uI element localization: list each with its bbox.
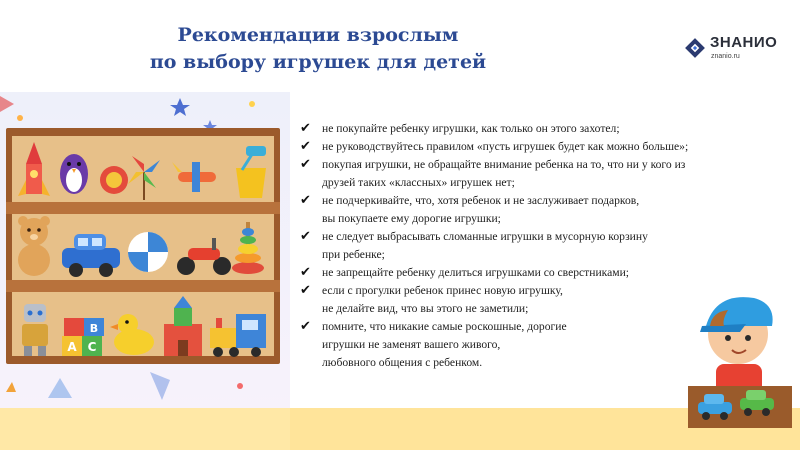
recommendation-item <box>300 228 800 264</box>
recommendation-item <box>300 264 800 282</box>
recommendation-text: друзей таких «классных» игрушек нет; <box>322 176 515 189</box>
toy-shelf-illustration <box>6 128 280 364</box>
block-letter-a: A <box>67 340 77 354</box>
recommendation-text: не руководствуйтесь правилом «пусть игрушек будет как можно больше»; <box>322 140 689 153</box>
logo-url: znanio.ru <box>711 53 740 60</box>
recommendation-item <box>300 192 800 228</box>
alphabet-blocks-icon <box>62 318 104 356</box>
beach-ball-icon <box>128 232 168 272</box>
ball-roller-icon <box>100 166 128 194</box>
checkmark-icon: ✔ <box>300 139 311 154</box>
shelf-board-2 <box>6 280 280 292</box>
recommendation-text: покупая игрушки, не обращайте внимание ребенка на то, что ни у кого из <box>322 158 686 171</box>
znanio-logo[interactable] <box>684 34 794 66</box>
logo-name: ЗНАНИО <box>710 34 778 51</box>
recommendation-item <box>300 156 800 192</box>
recommendation-text: при ребенке; <box>322 248 385 261</box>
recommendation-text: любовного общения с ребенком. <box>322 356 483 369</box>
recommendation-text: если с прогулки ребенок принес новую игрушку, <box>322 284 563 297</box>
checkmark-icon: ✔ <box>300 157 311 172</box>
recommendation-text: не запрещайте ребенку делиться игрушками со сверстниками; <box>322 266 630 279</box>
logo-diamond-icon <box>684 37 706 59</box>
penguin-icon <box>60 154 88 194</box>
recommendation-item <box>300 120 800 138</box>
recommendation-text: не покупайте ребенку игрушки, как только он этого захотел; <box>322 122 620 135</box>
checkmark-icon: ✔ <box>300 319 311 334</box>
recommendation-item <box>300 138 800 156</box>
boy-with-cars-illustration <box>676 286 796 436</box>
block-letter-b: B <box>89 322 99 335</box>
page-title <box>138 22 498 76</box>
checkmark-icon: ✔ <box>300 121 311 136</box>
toy-train-icon <box>210 314 266 357</box>
checkmark-icon: ✔ <box>300 229 311 244</box>
recommendation-text: не делайте вид, что вы этого не заметили; <box>322 302 529 315</box>
checkmark-icon: ✔ <box>300 193 311 208</box>
recommendation-text: не следует выбрасывать сломанные игрушки в мусорную корзину <box>322 230 648 243</box>
page-title-line-2: по выбору игрушек для детей <box>149 51 487 73</box>
block-letter-c: C <box>87 340 97 354</box>
page-title-line-1: Рекомендации взрослым <box>177 24 459 46</box>
recommendation-text: не подчеркивайте, что, хотя ребенок и не заслуживает подарков, <box>322 194 640 207</box>
recommendation-text: игрушки не заменят вашего живого, <box>322 338 501 351</box>
recommendation-text: вы покупаете ему дорогие игрушки; <box>322 212 501 225</box>
recommendation-text: помните, что никакие самые роскошные, дорогие <box>322 320 567 333</box>
checkmark-icon: ✔ <box>300 283 311 298</box>
checkmark-icon: ✔ <box>300 265 311 280</box>
shelf-board-1 <box>6 202 280 214</box>
bottom-strip-left <box>0 408 290 450</box>
